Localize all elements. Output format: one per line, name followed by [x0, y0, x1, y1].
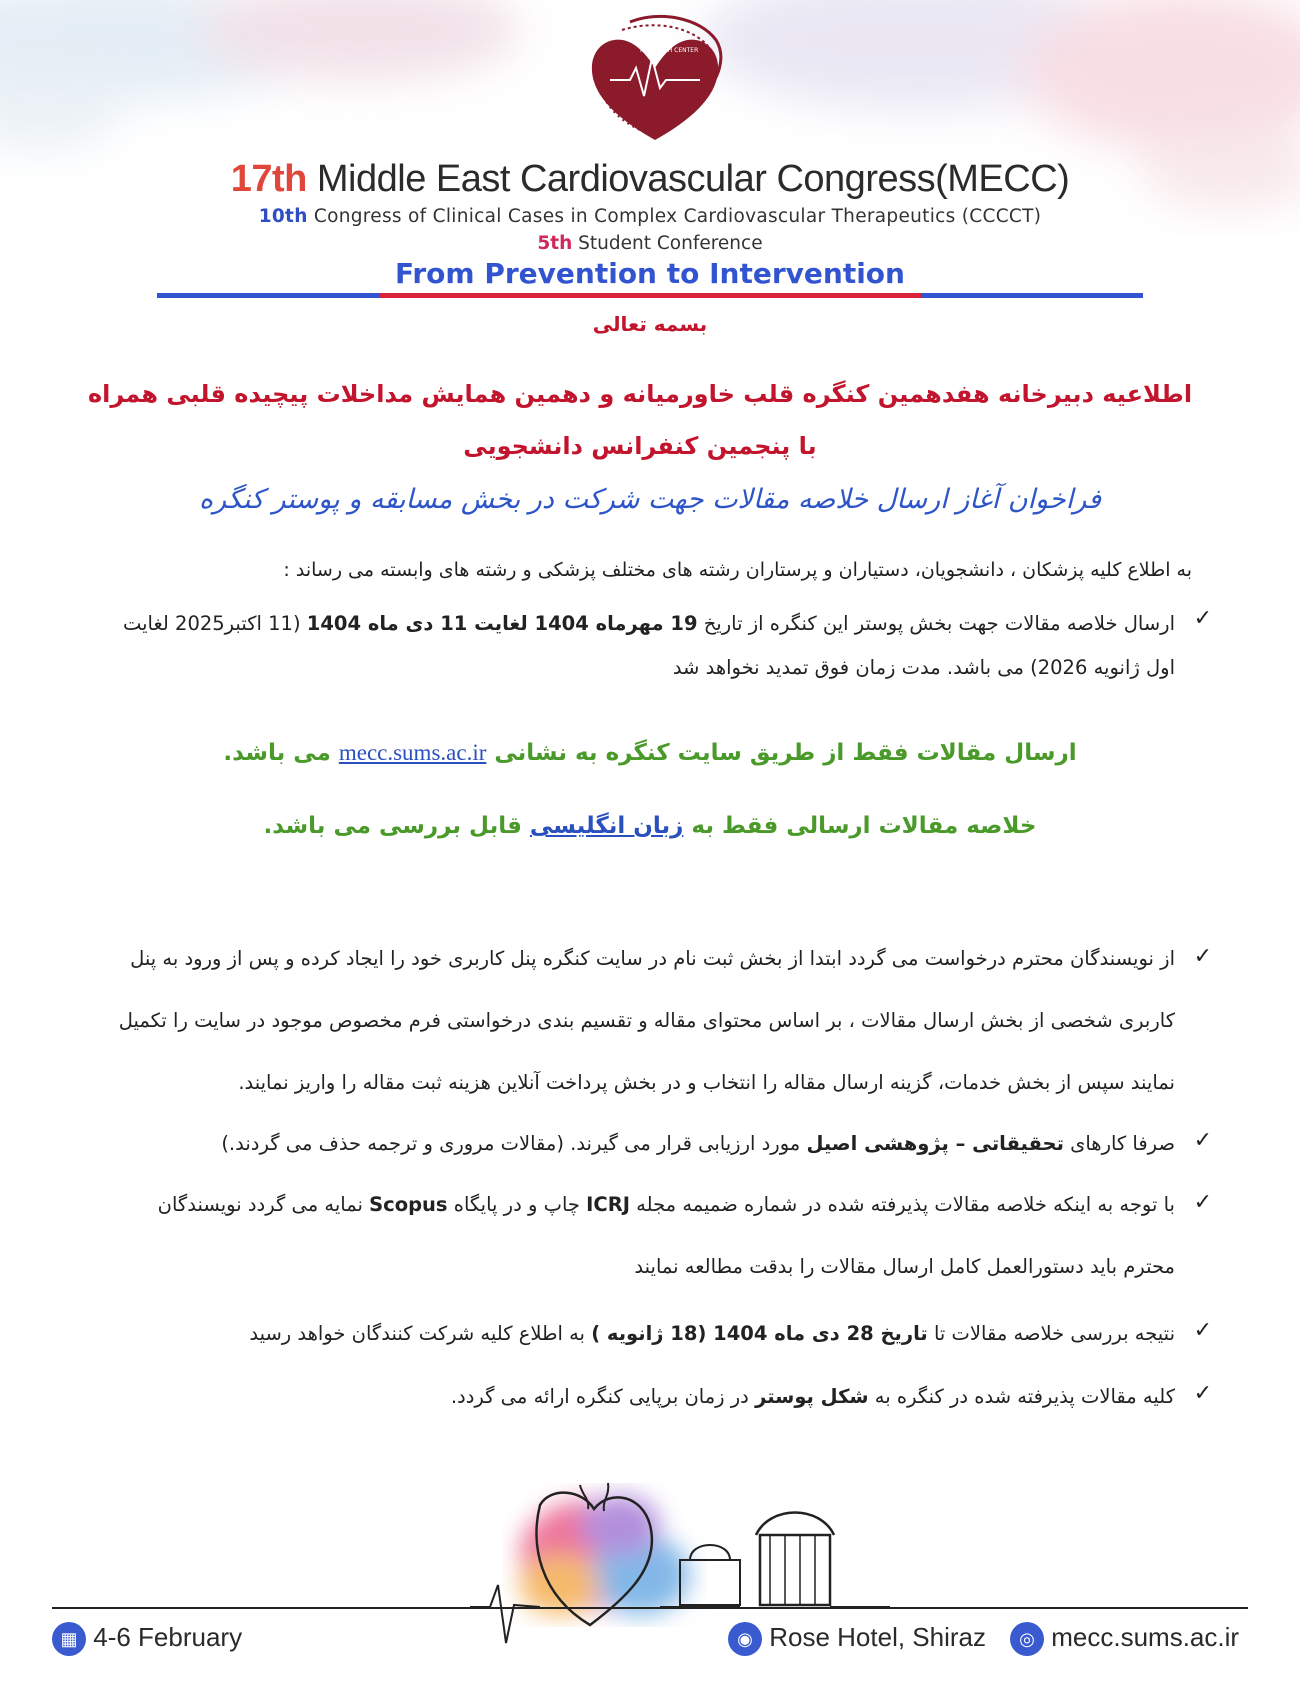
item-submission-dates: ارسال خلاصه مقالات جهت بخش پوستر این کنگره از تاریخ 19 مهرماه 1404 لغایت 11 دی ماه 1404 (11 اکتبر2025 لغایت اول ژانویه 2026) می باشد. مدت زمان فوق تمدید نخواهد شد — [122, 612, 1175, 679]
congress-number: 17th — [230, 158, 307, 200]
cccct-name: Congress of Clinical Cases in Complex Cardiovascular Therapeutics (CCCCT) — [307, 206, 1042, 227]
congress-logo — [570, 10, 740, 150]
check-icon: ✓ — [1193, 1381, 1212, 1406]
cccct-subtitle — [0, 206, 1300, 227]
cccct-number: 10th — [258, 206, 308, 227]
item-original-research: صرفا کارهای تحقیقاتی – پژوهشی اصیل مورد ارزیابی قرار می گیرند. (مقالات مروری و ترجمه حذف می گردند.) — [221, 1132, 1175, 1155]
student-number: 5th — [537, 233, 573, 254]
item-registration-steps: از نویسندگان محترم درخواست می گردد ابتدا از بخش ثبت نام در سایت کنگره پنل کاربری خود را ایجاد کرده و پس از ورود به پنل کاربری شخصی از بخش ارسال مقالات ، بر اساس محتوای مقاله و تقسیم بندی درخواستی فرم مخصوص موجود در سایت را تکمیل نمایند سپس از بخش خدمات، گزینه ارسال مقاله را انتخاب و در بخش پرداخت آنلاین هزینه ثبت مقاله را واریز نمایند. — [118, 947, 1175, 1094]
globe-icon: ◎ — [1010, 1622, 1044, 1656]
check-icon: ✓ — [1193, 606, 1212, 631]
language-notice: خلاصه مقالات ارسالی فقط به زبان انگلیسی قابل بررسی می باشد. — [263, 813, 1037, 839]
footer-date: ▦ 4-6 February — [52, 1622, 242, 1656]
check-icon: ✓ — [1193, 1128, 1212, 1153]
check-icon: ✓ — [1193, 1318, 1212, 1343]
call-for-papers-title: فراخوان آغاز ارسال خلاصه مقالات جهت شرکت در بخش مسابقه و پوستر کنگره — [198, 484, 1102, 515]
check-icon: ✓ — [1193, 1190, 1212, 1215]
footer-divider — [52, 1607, 1248, 1609]
website-notice: ارسال مقالات فقط از طریق سایت کنگره به نشانی mecc.sums.ac.ir می باشد. — [223, 740, 1077, 766]
submission-date-range: 19 مهرماه 1404 لغایت 11 دی ماه 1404 — [306, 612, 698, 635]
calendar-icon: ▦ — [52, 1622, 86, 1656]
congress-title — [0, 158, 1300, 201]
item-poster-format: کلیه مقالات پذیرفته شده در کنگره به شکل پوستر در زمان برپایی کنگره ارائه می گردد. — [450, 1385, 1175, 1408]
divider-blue-left — [157, 293, 379, 298]
check-icon: ✓ — [1193, 944, 1212, 969]
announcement-title: اطلاعیه دبیرخانه هفدهمین کنگره قلب خاورمیانه و دهمین همایش مداخلات پیچیده قلبی همراه با پنجمین کنفرانس دانشجویی — [87, 380, 1193, 460]
location-pin-icon: ◉ — [728, 1622, 762, 1656]
congress-name: Middle East Cardiovascular Congress(MECC) — [306, 158, 1070, 200]
footer-venue: ◉ Rose Hotel, Shiraz — [728, 1622, 986, 1656]
student-name: Student Conference — [572, 233, 763, 254]
footer-website[interactable]: ◎ mecc.sums.ac.ir — [1010, 1622, 1239, 1656]
english-language-link[interactable]: زبان انگلیسی — [529, 813, 684, 839]
slogan: From Prevention to Intervention — [395, 257, 905, 290]
logo-text: RESEARCH CENTER — [640, 47, 699, 54]
student-conference-subtitle — [0, 233, 1300, 254]
divider-red — [379, 293, 921, 298]
divider-blue-right — [921, 293, 1143, 298]
item-results-date: نتیجه بررسی خلاصه مقالات تا تاریخ 28 دی ماه 1404 (18 ژانویه ) به اطلاع کلیه شرکت کنندگان خواهد رسید — [249, 1322, 1175, 1345]
intro-text: به اطلاع کلیه پزشکان ، دانشجویان، دستیاران و پرستاران رشته های مختلف پزشکی و رشته های وابسته می رساند : — [283, 559, 1192, 581]
website-link[interactable]: mecc.sums.ac.ir — [338, 740, 487, 765]
bismillah: بسمه تعالی — [592, 312, 708, 336]
item-journal-indexing: با توجه به اینکه خلاصه مقالات پذیرفته شده در شماره ضمیمه مجله ICRJ چاپ و در پایگاه Scopus نمایه می گردد نویسندگان محترم باید دستورالعمل کامل ارسال مقالات را بدقت مطالعه نمایند — [157, 1193, 1175, 1278]
